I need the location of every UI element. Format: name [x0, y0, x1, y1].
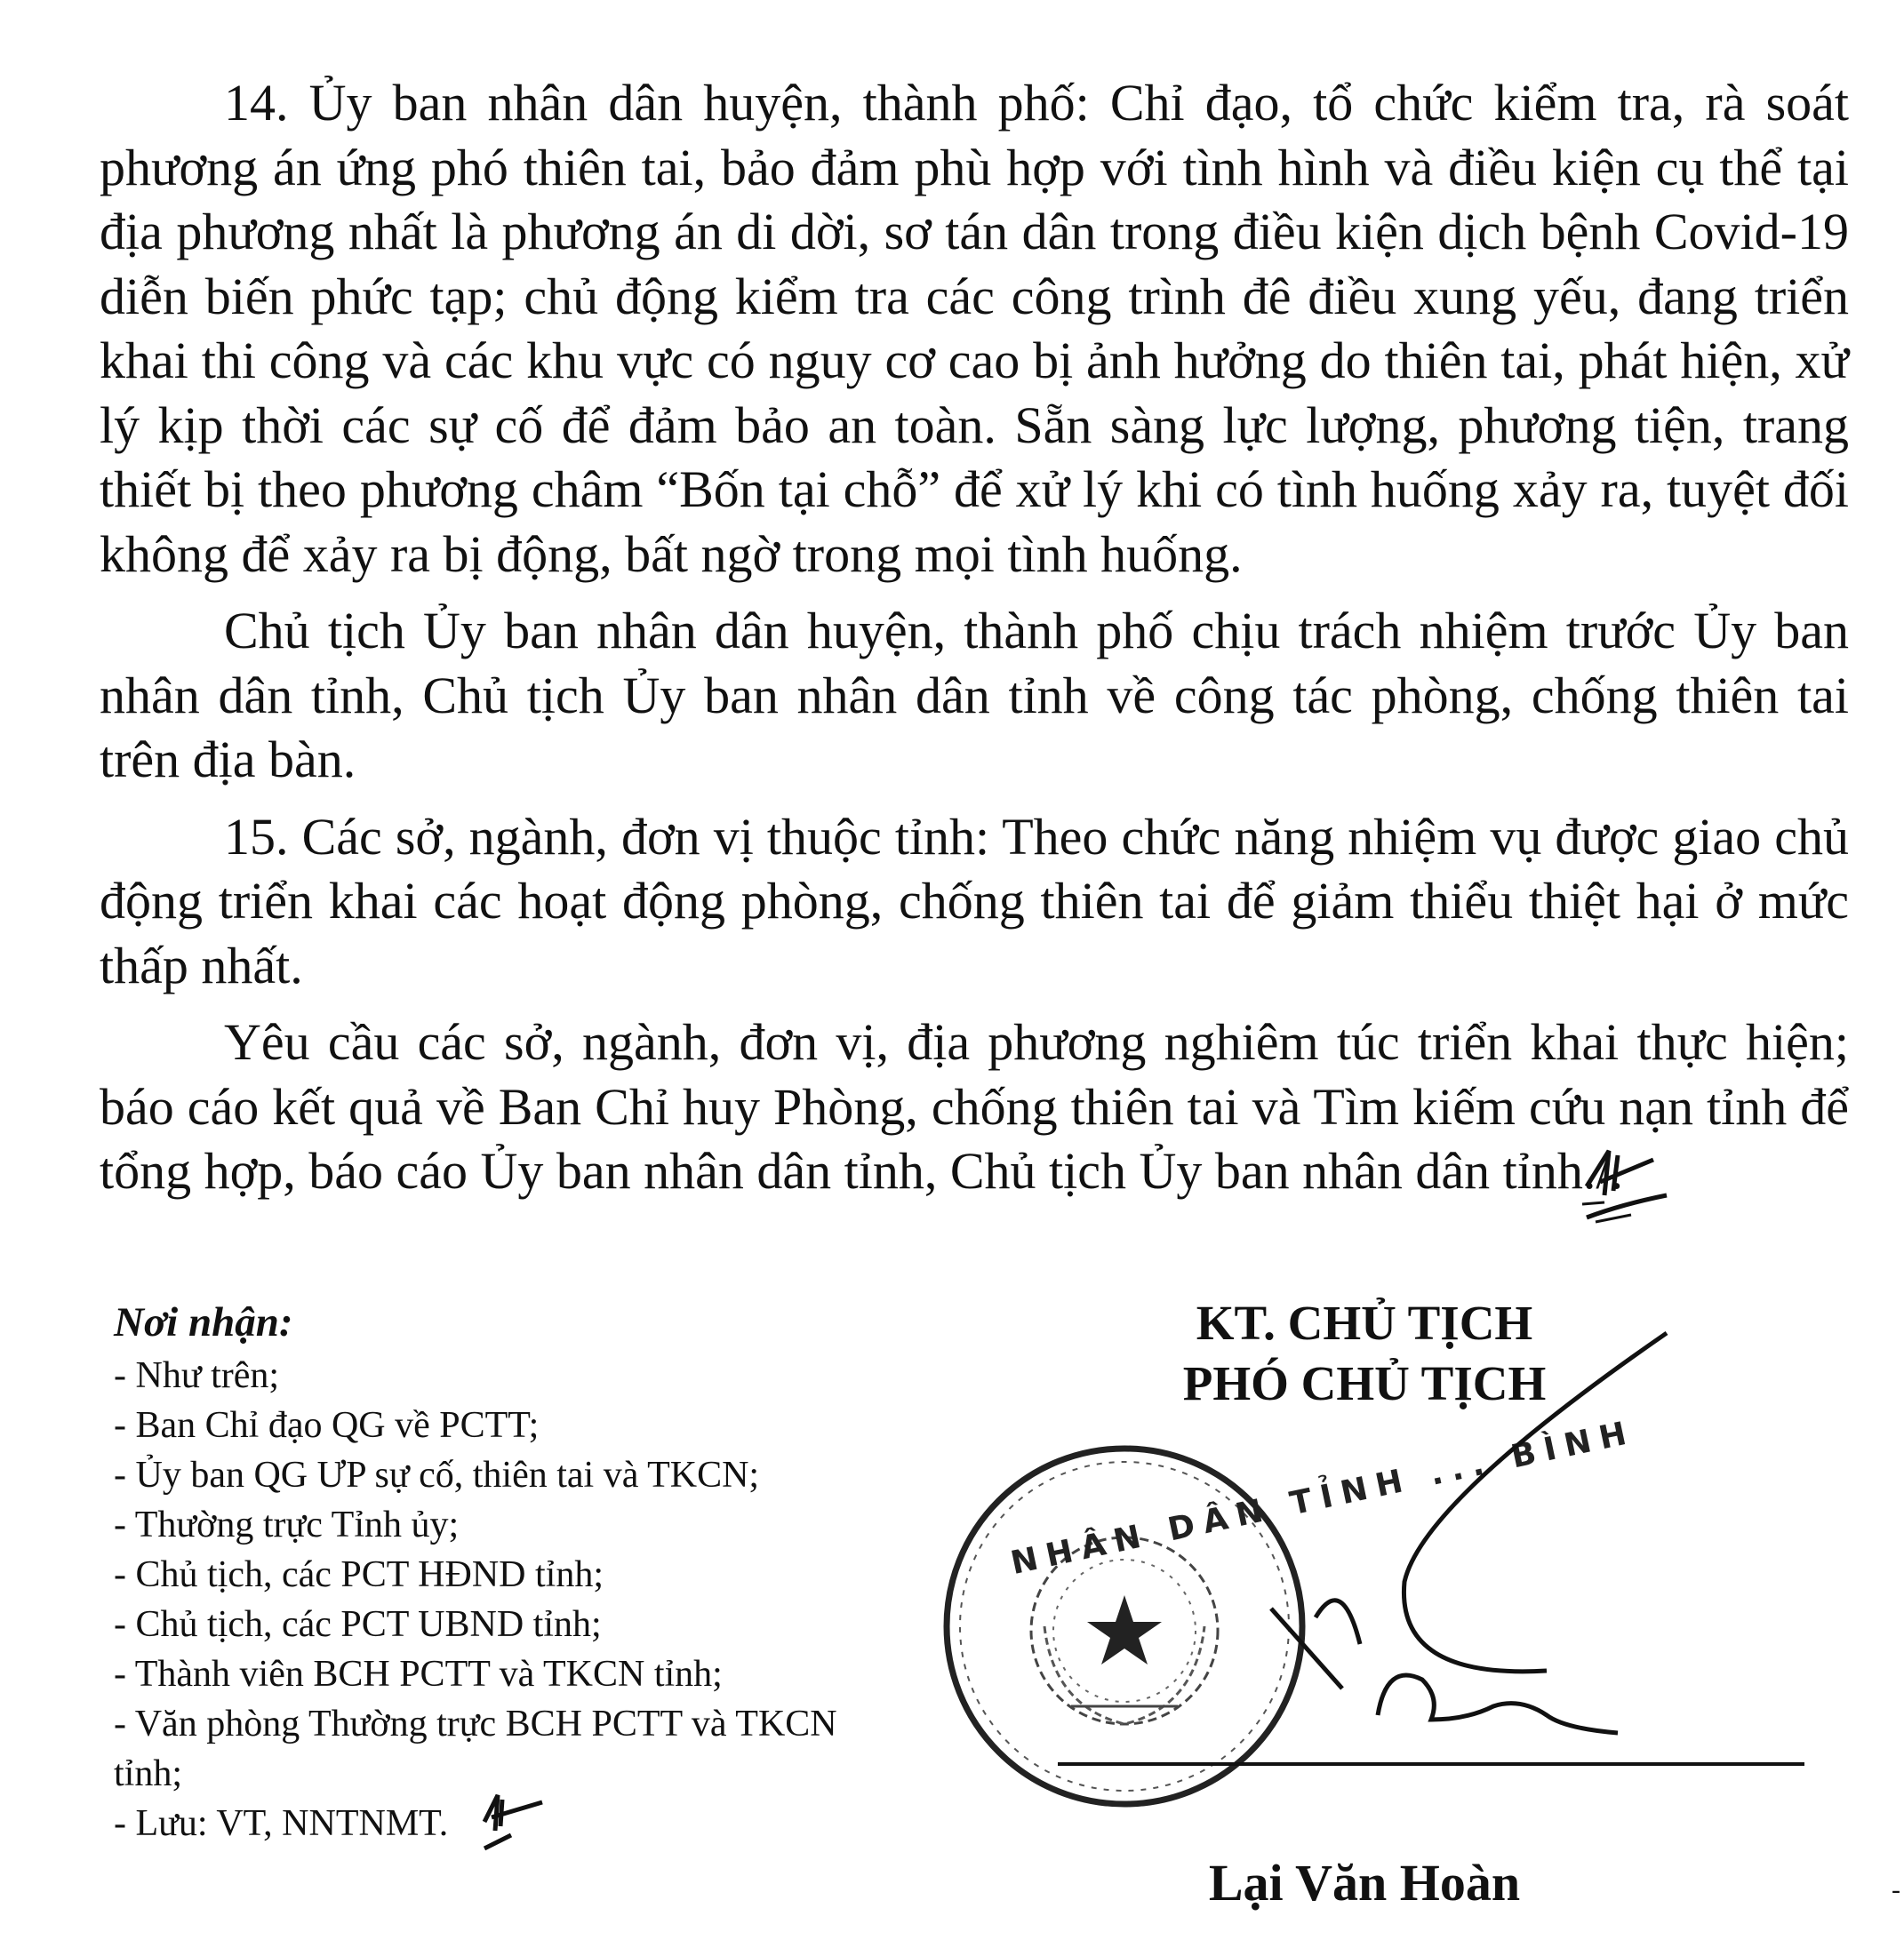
recipients-block: [114, 1297, 860, 1848]
recipient-item: - Văn phòng Thường trực BCH PCTT và TKCN tỉnh;: [114, 1704, 837, 1794]
handwritten-signature-icon: [1049, 1324, 1813, 1822]
recipient-item: - Thành viên BCH PCTT và TKCN tỉnh;: [114, 1654, 723, 1695]
recipient-item: - Chủ tịch, các PCT HĐND tỉnh;: [114, 1554, 604, 1595]
paragraph-15: 15. Các sở, ngành, đơn vị thuộc tỉnh: Theo chức năng nhiệm vụ được giao chủ động triển khai các hoạt động phòng, chống thiên tai để giảm thiểu thiệt hại ở mức thấp nhất.: [100, 807, 1849, 994]
document-body: [100, 71, 1849, 1204]
recipient-item: - Ủy ban QG ƯP sự cố, thiên tai và TKCN;: [114, 1455, 760, 1496]
paragraph-14: 14. Ủy ban nhân dân huyện, thành phố: Chỉ đạo, tổ chức kiểm tra, rà soát phương án ứng phó thiên tai, bảo đảm phù hợp với tình hình và điều kiện cụ thể tại địa phương nhất là phương án di dời, sơ tán dân trong điều kiện dịch bệnh Covid-19 diễn biến phức tạp; chủ động kiểm tra các công trình đê điều xung yếu, đang triển khai thi công và các khu vực có nguy cơ cao bị ảnh hưởng do thiên tai, phát hiện, xử lý kịp thời các sự cố để đảm bảo an toàn. Sẵn sàng lực lượng, phương tiện, trang thiết bị theo phương châm “Bốn tại chỗ” để xử lý khi có tình huống xảy ra, tuyệt đối không để xảy ra bị động, bất ngờ trong mọi tình huống.: [100, 74, 1849, 583]
edge-mark: -: [1892, 1875, 1900, 1904]
recipient-item: - Chủ tịch, các PCT UBND tỉnh;: [114, 1604, 602, 1645]
paragraph-chairman-responsibility: Chủ tịch Ủy ban nhân dân huyện, thành phố chịu trách nhiệm trước Ủy ban nhân dân tỉnh, Chủ tịch Ủy ban nhân dân tỉnh về công tác phòng, chống thiên tai trên địa bàn.: [100, 602, 1849, 788]
recipients-title: Nơi nhận:: [114, 1299, 293, 1345]
signer-name: Lại Văn Hoàn: [1208, 1854, 1521, 1912]
signature-title-line1: KT. CHỦ TỊCH: [1196, 1296, 1533, 1350]
seal-text: NHÂN DÂN TỈNH ... BÌNH: [1007, 1413, 1639, 1583]
paragraph-request: Yêu cầu các sở, ngành, đơn vị, địa phương nghiêm túc triển khai thực hiện; báo cáo kết quả về Ban Chỉ huy Phòng, chống thiên tai và Tìm kiếm cứu nạn tỉnh để tổng hợp, báo cáo Ủy ban nhân dân tỉnh, Chủ tịch Ủy ban nhân dân tỉnh./.: [100, 1013, 1849, 1200]
archive-initials-icon: [476, 1786, 564, 1857]
initials-mark-icon: [1569, 1133, 1684, 1240]
recipient-item: - Thường trực Tỉnh ủy;: [114, 1505, 460, 1545]
signature-title-line2: PHÓ CHỦ TỊCH: [1182, 1356, 1547, 1410]
recipient-item: - Như trên;: [114, 1355, 280, 1396]
recipient-item: - Lưu: VT, NNTNMT.: [114, 1803, 449, 1844]
recipient-item: - Ban Chỉ đạo QG về PCTT;: [114, 1405, 540, 1446]
